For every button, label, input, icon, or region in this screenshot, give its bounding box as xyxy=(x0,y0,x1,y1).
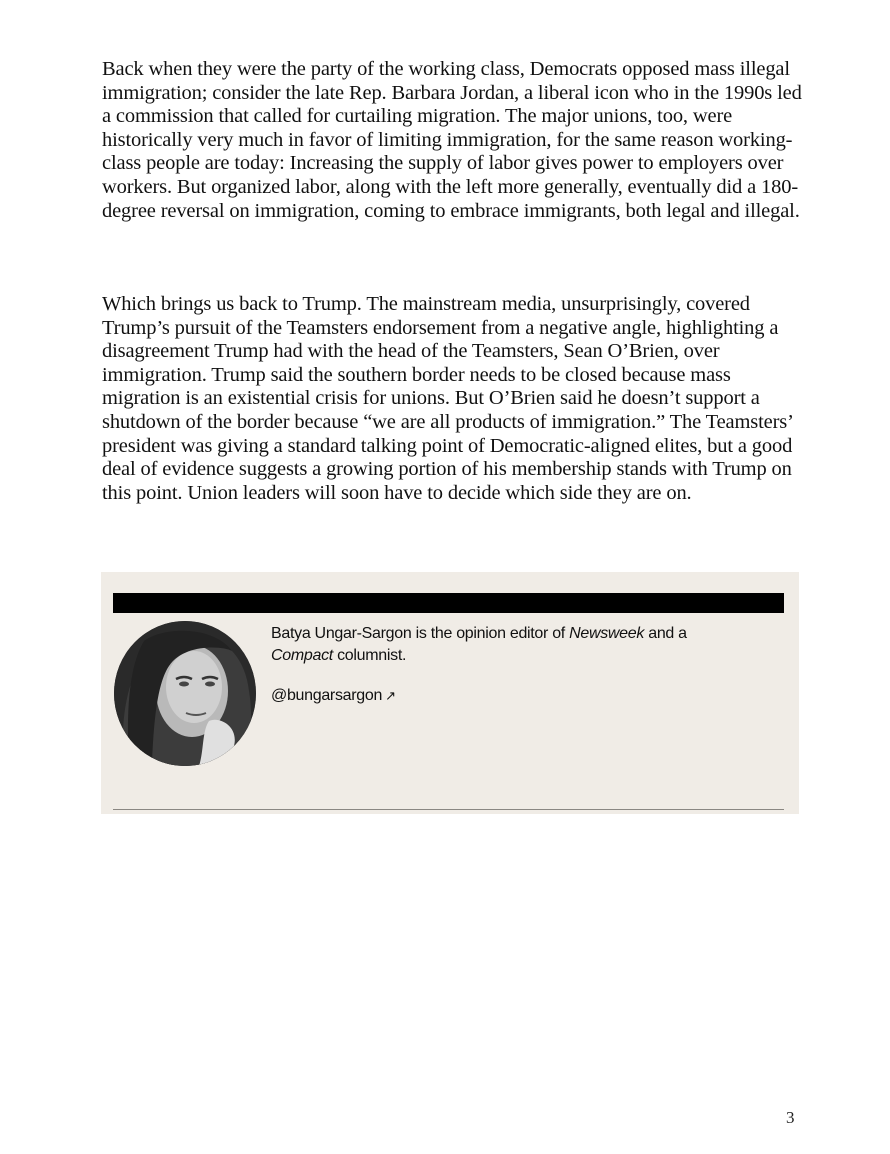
social-handle-text: @bungarsargon xyxy=(271,687,383,704)
external-link-arrow-icon: ↗ xyxy=(385,688,396,703)
author-portrait-image xyxy=(114,621,256,766)
bio-text-part: and a xyxy=(644,625,687,642)
article-paragraph: Back when they were the party of the working class, Democrats opposed mass illegal immigration; consider the late Rep. Barbara Jordan, a liberal icon who in the 1990s led a commission that called for curtailing migration. The major unions, too, were historically very much in favor of limiting immigration, for the same reason working-class people are today: Increasing the supply of labor gives power to employers over workers. But organized labor, along with the left more generally, eventually did a 180-degree reversal on immigration, coming to embrace immigrants, both legal and illegal. xyxy=(102,58,802,222)
author-bio-box xyxy=(101,572,799,814)
article-paragraph: Which brings us back to Trump. The mainstream media, unsurprisingly, covered Trump’s pursuit of the Teamsters endorsement from a negative angle, highlighting a disagreement Trump had with the head of the Teamsters, Sean O’Brien, over immigration. Trump said the southern border needs to be closed because mass migration is an existential crisis for unions. But O’Brien said he doesn’t support a shutdown of the border because “we are all products of immigration.” The Teamsters’ president was giving a standard talking point of Democratic-aligned elites, but a good deal of evidence suggests a growing portion of his membership stands with Trump on this point. Union leaders will soon have to decide which side they are on. xyxy=(102,293,793,504)
author-avatar xyxy=(114,621,256,766)
bio-text-part: Batya Ungar-Sargon is the opinion editor of xyxy=(271,625,570,642)
bio-header-bar xyxy=(113,593,784,613)
bio-text-part: columnist. xyxy=(332,647,407,664)
page-number: 3 xyxy=(786,1108,795,1127)
publication-name: Compact xyxy=(271,647,333,664)
bio-bottom-divider xyxy=(113,809,784,810)
publication-name: Newsweek xyxy=(569,625,645,642)
author-bio-text xyxy=(271,623,771,667)
author-social-handle-link[interactable] xyxy=(271,685,396,707)
